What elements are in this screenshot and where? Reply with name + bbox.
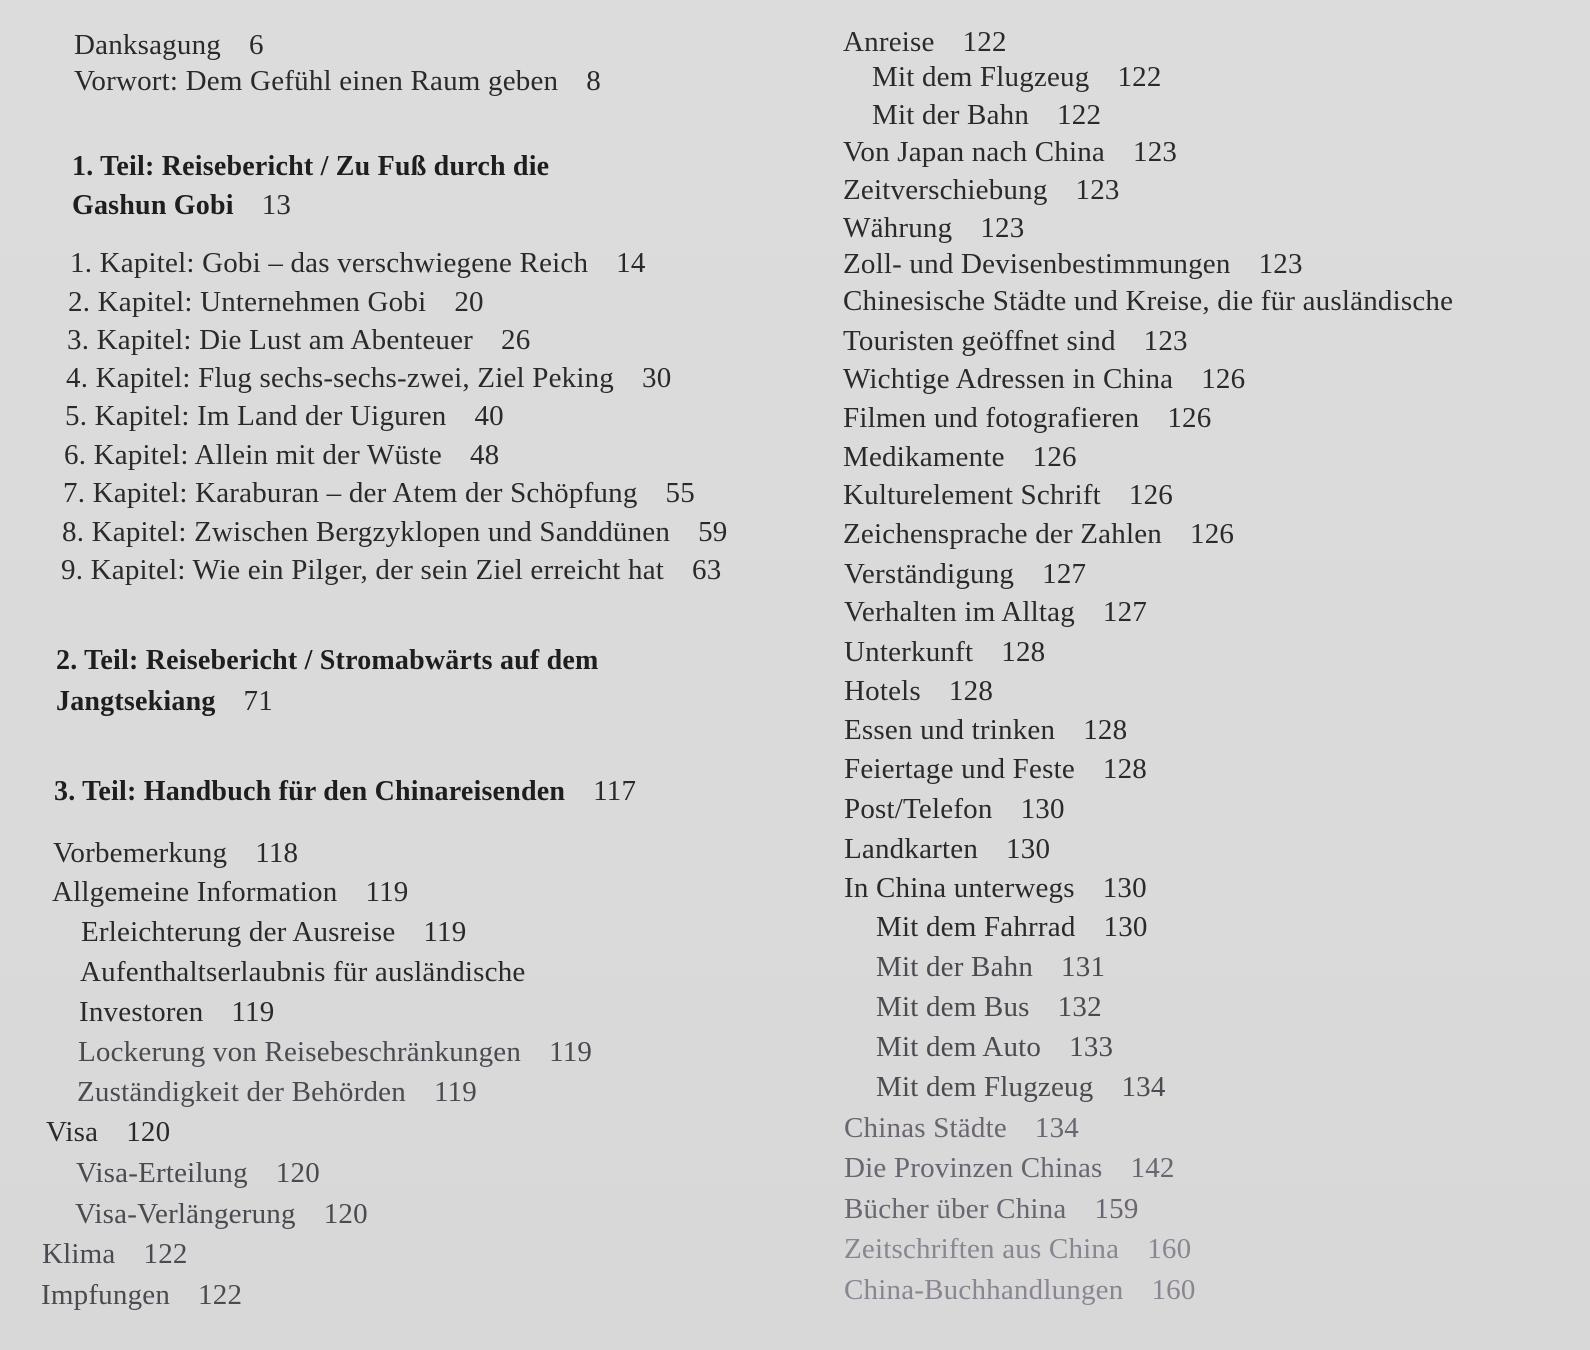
toc-entry-title: Feiertage und Feste [844, 753, 1075, 785]
toc-entry-title: Anreise [843, 26, 935, 58]
toc-entry-title: Aufenthaltserlaubnis für ausländische [80, 956, 526, 988]
toc-entry-title: Von Japan nach China [843, 136, 1105, 168]
toc-entry-title: 7. Kapitel: Karaburan – der Atem der Schöpfung [63, 477, 638, 509]
toc-entry-title: Zeitverschiebung [843, 174, 1048, 206]
toc-entry [77, 1074, 477, 1110]
toc-entry [79, 994, 274, 1030]
toc-entry-title: Zeitschriften aus China [844, 1233, 1120, 1265]
toc-entry-title: Die Provinzen Chinas [844, 1152, 1103, 1184]
toc-entry-title: Chinesische Städte und Kreise, die für ausländische [843, 285, 1454, 317]
toc-entry-page: 128 [1001, 636, 1046, 668]
toc-entry [843, 477, 1173, 513]
toc-entry [876, 1029, 1113, 1065]
toc-entry-title: 6. Kapitel: Allein mit der Wüste [64, 439, 442, 471]
toc-entry-page: 119 [231, 996, 275, 1028]
toc-entry [876, 909, 1148, 945]
toc-entry [41, 1277, 242, 1313]
toc-entry-title: Bücher über China [844, 1193, 1067, 1225]
toc-entry-page: 123 [1258, 248, 1303, 280]
toc-entry-title: Visa [46, 1116, 99, 1148]
toc-entry-page: 131 [1061, 951, 1106, 983]
toc-entry-page: 122 [143, 1238, 188, 1270]
toc-entry [42, 1236, 188, 1272]
toc-entry [843, 439, 1077, 475]
toc-entry-page: 118 [255, 837, 299, 869]
toc-entry-page: 55 [665, 477, 695, 509]
toc-entry-title: Zoll- und Devisenbestimmungen [843, 248, 1231, 280]
toc-entry [876, 989, 1102, 1025]
toc-entry-title: 4. Kapitel: Flug sechs-sechs-zwei, Ziel Peking [66, 362, 614, 394]
toc-entry-page: 120 [323, 1198, 368, 1230]
toc-entry-title: Post/Telefon [844, 793, 993, 825]
toc-entry [78, 1034, 592, 1070]
toc-entry-page: 48 [469, 439, 500, 471]
toc-entry-title: Währung [843, 212, 953, 244]
toc-entry-title: In China unterwegs [844, 872, 1075, 904]
toc-part-heading [56, 683, 273, 720]
toc-entry-page: 130 [1102, 872, 1147, 904]
toc-entry [872, 59, 1162, 95]
toc-entry [67, 322, 530, 358]
toc-entry-title: Touristen geöffnet sind [843, 325, 1116, 357]
toc-entry [843, 24, 1007, 60]
toc-entry-page: 126 [1167, 402, 1212, 434]
toc-entry [75, 1196, 368, 1232]
toc-entry-page: 8 [586, 65, 601, 97]
toc-entry-page: 134 [1034, 1112, 1080, 1144]
toc-entry-title: Zuständigkeit der Behörden [77, 1076, 406, 1108]
toc-entry-title: Klima [42, 1238, 116, 1270]
toc-entry [844, 791, 1065, 827]
toc-entry [61, 552, 721, 588]
toc-entry-page: 119 [433, 1076, 477, 1108]
toc-entry [68, 284, 484, 320]
toc-entry [844, 1272, 1196, 1308]
toc-entry-page: 123 [980, 212, 1025, 244]
toc-entry-title: Mit dem Auto [876, 1031, 1042, 1063]
toc-entry [52, 874, 408, 910]
toc-entry-title: 5. Kapitel: Im Land der Uiguren [65, 400, 447, 432]
toc-entry-title: Essen und trinken [844, 714, 1056, 746]
toc-entry-page: 126 [1190, 518, 1235, 550]
toc-entry [843, 400, 1211, 436]
toc-entry-page: 130 [1006, 833, 1051, 865]
toc-entry-page: 30 [642, 362, 672, 394]
toc-entry [844, 1110, 1079, 1146]
toc-entry-title: 3. Teil: Handbuch für den Chinareisenden [54, 776, 566, 807]
toc-entry [65, 398, 504, 434]
toc-entry-page: 122 [198, 1279, 243, 1311]
toc-entry-title: Zeichensprache der Zahlen [843, 518, 1162, 550]
toc-entry [844, 751, 1147, 787]
toc-entry [81, 914, 466, 950]
toc-entry-title: 2. Teil: Reisebericht / Stromabwärts auf dem [56, 645, 599, 676]
toc-entry-page: 13 [261, 189, 292, 221]
toc-entry-title: Jangtsekiang [56, 686, 216, 717]
toc-entry-page: 127 [1042, 558, 1087, 590]
toc-entry [843, 283, 1481, 319]
toc-entry-title: 9. Kapitel: Wie ein Pilger, der sein Ziel erreicht hat [61, 554, 665, 586]
toc-entry-page: 130 [1020, 793, 1065, 825]
toc-entry-title: 1. Teil: Reisebericht / Zu Fuß durch die [72, 151, 550, 182]
toc-entry-page: 159 [1094, 1193, 1139, 1225]
toc-entry-page: 142 [1130, 1152, 1175, 1184]
toc-entry [70, 245, 646, 281]
toc-entry-page: 123 [1075, 174, 1120, 206]
toc-entry [844, 1191, 1139, 1227]
toc-entry-page: 63 [692, 554, 722, 586]
toc-entry-page: 122 [1117, 61, 1162, 93]
toc-entry [74, 63, 601, 99]
toc-entry [80, 954, 554, 990]
toc-entry-page: 133 [1069, 1031, 1114, 1063]
toc-entry-page: 160 [1151, 1274, 1196, 1306]
toc-entry [74, 27, 264, 63]
toc-entry [876, 949, 1105, 985]
toc-entry [843, 246, 1303, 282]
toc-entry-title: Danksagung [74, 29, 221, 61]
toc-entry [872, 97, 1101, 133]
toc-entry-title: Gashun Gobi [72, 190, 234, 221]
toc-entry [844, 673, 993, 709]
toc-part-heading [72, 187, 291, 224]
toc-entry [53, 835, 298, 871]
toc-entry-title: Mit dem Fahrrad [876, 911, 1076, 943]
toc-entry-page: 127 [1102, 596, 1148, 628]
toc-entry [46, 1114, 170, 1150]
toc-entry-page: 20 [454, 286, 484, 318]
toc-entry-title: Hotels [844, 675, 921, 707]
toc-entry-title: 2. Kapitel: Unternehmen Gobi [68, 286, 427, 318]
toc-entry-title: Mit dem Flugzeug [876, 1071, 1094, 1103]
toc-entry-page: 122 [1057, 99, 1102, 131]
toc-entry [843, 516, 1234, 552]
toc-entry-page: 6 [248, 29, 264, 61]
toc-entry-title: Erleichterung der Ausreise [81, 916, 396, 948]
toc-entry [844, 870, 1147, 906]
toc-entry [844, 712, 1127, 748]
toc-entry-title: Mit der Bahn [876, 951, 1034, 983]
toc-entry [844, 1231, 1191, 1267]
toc-entry-title: Mit der Bahn [872, 99, 1030, 131]
toc-entry-page: 117 [593, 775, 637, 807]
toc-entry [843, 172, 1120, 208]
toc-entry-title: 3. Kapitel: Die Lust am Abenteuer [67, 324, 474, 356]
toc-entry-title: Lockerung von Reisebeschränkungen [78, 1036, 522, 1068]
toc-entry-title: Filmen und fotografieren [843, 402, 1140, 434]
toc-entry-title: Unterkunft [844, 636, 974, 668]
toc-entry-page: 134 [1121, 1071, 1166, 1103]
toc-entry-page: 119 [423, 916, 467, 948]
toc-entry-title: Allgemeine Information [52, 876, 338, 908]
toc-entry-title: Investoren [79, 996, 204, 1028]
toc-entry [876, 1069, 1166, 1105]
toc-entry [843, 323, 1188, 359]
toc-entry [843, 210, 1024, 246]
toc-entry-title: Verhalten im Alltag [844, 596, 1075, 628]
toc-entry [844, 594, 1147, 630]
toc-entry-title: Chinas Städte [844, 1112, 1007, 1144]
toc-entry [844, 1150, 1175, 1186]
toc-entry [62, 514, 727, 550]
toc-entry-title: Mit dem Flugzeug [872, 61, 1090, 93]
toc-entry-page: 132 [1057, 991, 1102, 1023]
toc-entry [66, 360, 671, 396]
toc-entry [843, 361, 1245, 397]
toc-entry-title: Visa-Verlängerung [75, 1198, 296, 1230]
toc-entry-title: Mit dem Bus [876, 991, 1030, 1023]
toc-entry-page: 123 [1133, 136, 1178, 168]
toc-entry-page: 126 [1032, 441, 1077, 473]
toc-part-heading [54, 773, 636, 810]
toc-entry-title: China-Buchhandlungen [844, 1274, 1124, 1306]
toc-entry-page: 119 [365, 876, 409, 908]
toc-entry-page: 123 [1143, 325, 1188, 357]
toc-entry-page: 130 [1103, 911, 1148, 943]
toc-entry-title: Verständigung [844, 558, 1015, 590]
toc-entry-title: Impfungen [41, 1279, 171, 1311]
toc-entry [843, 134, 1177, 170]
toc-entry [63, 475, 695, 511]
toc-entry-title: Wichtige Adressen in China [843, 363, 1174, 395]
toc-part-heading [56, 643, 627, 679]
toc-entry-page: 128 [1083, 714, 1128, 746]
toc-entry-title: Visa-Erteilung [76, 1157, 248, 1189]
toc-entry-page: 160 [1147, 1233, 1192, 1265]
toc-entry-page: 122 [962, 26, 1007, 58]
toc-entry-title: 1. Kapitel: Gobi – das verschwiegene Reich [70, 247, 589, 279]
toc-part-heading [72, 149, 577, 185]
toc-entry-page: 120 [275, 1157, 320, 1189]
toc-entry-page: 126 [1128, 479, 1173, 511]
toc-entry-page: 128 [1102, 753, 1148, 785]
toc-entry-page: 40 [474, 400, 504, 432]
toc-entry [844, 634, 1045, 670]
toc-entry [76, 1155, 320, 1191]
toc-entry-title: 8. Kapitel: Zwischen Bergzyklopen und Sanddünen [62, 516, 671, 548]
toc-entry-title: Landkarten [844, 833, 979, 865]
toc-entry-title: Medikamente [843, 441, 1005, 473]
toc-entry [844, 831, 1050, 867]
toc-entry-title: Vorbemerkung [53, 837, 228, 869]
toc-entry-title: Kulturelement Schrift [843, 479, 1101, 511]
toc-entry-title: Vorwort: Dem Gefühl einen Raum geben [74, 65, 559, 97]
toc-entry-page: 14 [616, 247, 646, 279]
toc-entry [844, 556, 1086, 592]
toc-entry-page: 71 [243, 685, 273, 717]
toc-entry-page: 126 [1201, 363, 1246, 395]
toc-entry [64, 437, 499, 473]
toc-entry-page: 128 [948, 675, 994, 707]
toc-entry-page: 120 [126, 1116, 171, 1148]
toc-entry-page: 119 [549, 1036, 593, 1068]
toc-entry-page: 26 [501, 324, 531, 356]
toc-entry-page: 59 [698, 516, 728, 548]
